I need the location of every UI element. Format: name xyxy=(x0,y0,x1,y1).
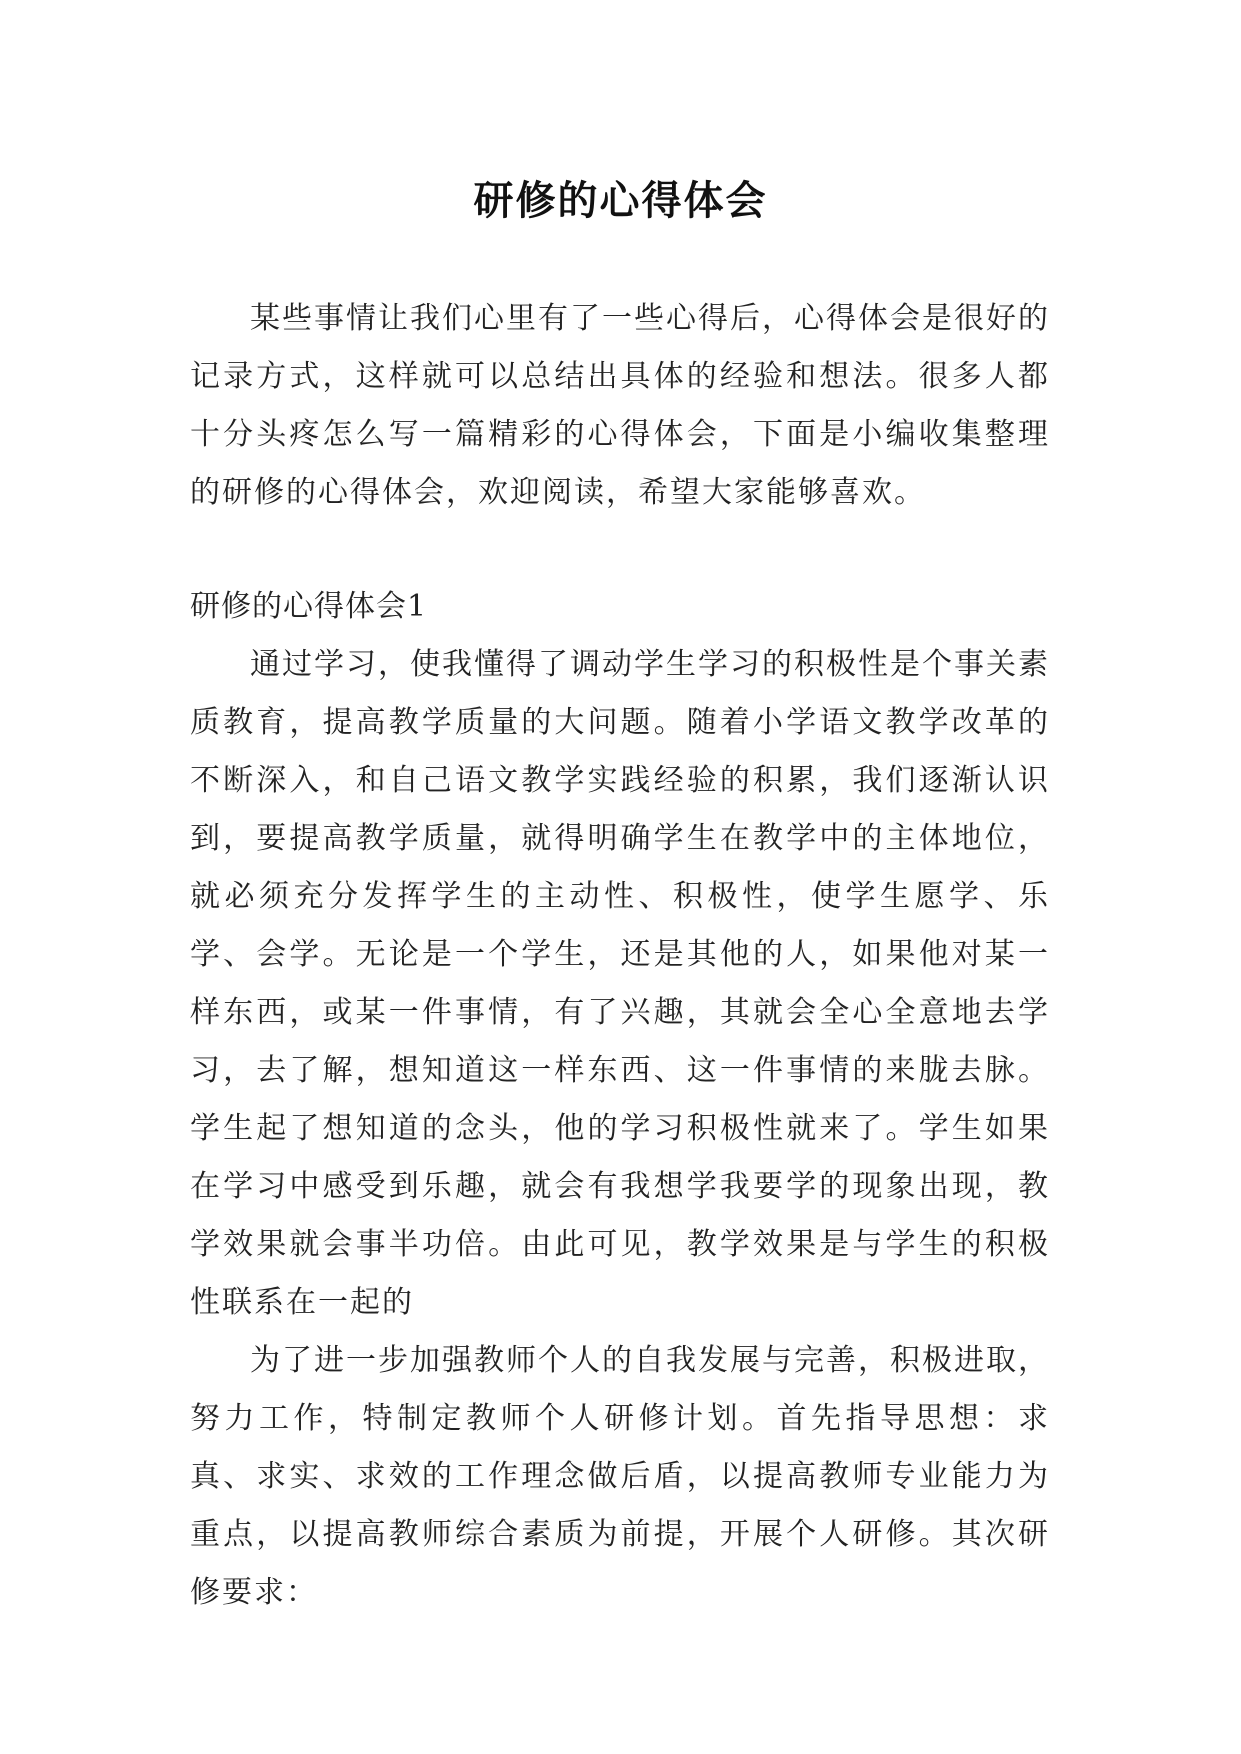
document-title: 研修的心得体会 xyxy=(473,176,768,224)
intro-paragraph: 某些事情让我们心里有了一些心得后，心得体会是很好的记录方式，这样就可以总结出具体的经验和想法。很多人都十分头疼怎么写一篇精彩的心得体会，下面是小编收集整理的研修的心得体会，欢迎阅读，希望大家能够喜欢。 xyxy=(190,301,1050,510)
body-paragraph: 为了进一步加强教师个人的自我发展与完善，积极进取，努力工作，特制定教师个人研修计划。首先指导思想：求真、求实、求效的工作理念做后盾，以提高教师专业能力为重点，以提高教师综合素质为前提，开展个人研修。其次研修要求： xyxy=(190,1343,1050,1610)
body-paragraph: 通过学习，使我懂得了调动学生学习的积极性是个事关素质教育，提高教学质量的大问题。随着小学语文教学改革的不断深入，和自己语文教学实践经验的积累，我们逐渐认识到，要提高教学质量，就得明确学生在教学中的主体地位，就必须充分发挥学生的主动性、积极性，使学生愿学、乐学、会学。无论是一个学生，还是其他的人，如果他对某一样东西，或某一件事情，有了兴趣，其就会全心全意地去学习，去了解，想知道这一样东西、这一件事情的来胧去脉。学生起了想知道的念头，他的学习积极性就来了。学生如果在学习中感受到乐趣，就会有我想学我要学的现象出现，教学效果就会事半功倍。由此可见，教学效果是与学生的积极性联系在一起的 xyxy=(190,647,1050,1320)
section-heading: 研修的心得体会1 xyxy=(190,589,428,624)
document-body xyxy=(190,290,1050,1622)
